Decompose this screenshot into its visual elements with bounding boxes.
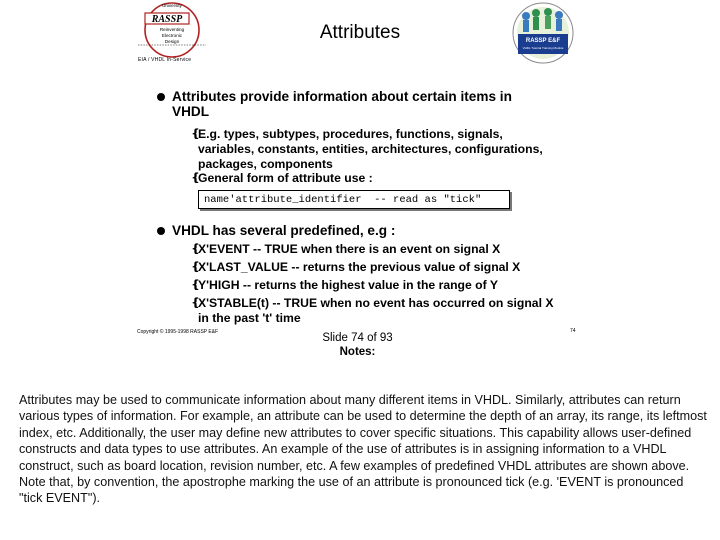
- logo-left-line1: Reinventing: [159, 27, 185, 32]
- bullet-dot-icon: [157, 227, 165, 235]
- slide-counter: Slide 74 of 93: [322, 332, 393, 344]
- bullet-text: VHDL has several predefined, e.g :: [172, 223, 396, 238]
- logo-right-name: RASSP E&F: [525, 38, 561, 44]
- sub-bullet-text: General form of attribute use :: [198, 171, 373, 185]
- sub-bullet-marker-icon: ❴: [191, 297, 201, 309]
- bullet-dot-icon: [157, 93, 165, 101]
- bullet-text: Attributes provide information about certain items in VHDL: [172, 89, 512, 119]
- sub-bullet-event: [191, 242, 558, 257]
- logo-left-line2: Electronic: [161, 33, 183, 38]
- logo-right-caption: VHDL Tutorial Training Module: [522, 46, 564, 50]
- sub-bullet-marker-icon: ❴: [191, 279, 201, 291]
- sub-bullet-text: E.g. types, subtypes, procedures, functions, signals, variables, constants, entities, architectures, configurations, packages, components: [198, 127, 543, 171]
- logo-left-line3: Design: [164, 39, 180, 44]
- notes-heading: Notes:: [339, 346, 376, 358]
- sub-bullet-stable: [191, 296, 558, 326]
- sub-bullet-text: X'LAST_VALUE -- returns the previous value of signal X: [198, 260, 521, 274]
- sub-bullet-text: X'EVENT -- TRUE when there is an event on signal X: [198, 242, 501, 256]
- sub-bullet-general-form: [191, 171, 558, 186]
- logo-left-name: RASSP: [151, 14, 183, 25]
- sub-bullet-marker-icon: ❴: [191, 261, 201, 273]
- slide-title: Attributes: [319, 22, 401, 43]
- sub-bullet-marker-icon: ❴: [191, 172, 201, 184]
- sub-bullet-text: X'STABLE(t) -- TRUE when no event has occurred on signal X in the past 't' time: [198, 296, 554, 325]
- rassp-ef-logo: [511, 2, 575, 64]
- sub-bullet-marker-icon: ❴: [191, 128, 201, 140]
- slide-copyright: Copyright © 1995-1998 RASSP E&F: [137, 329, 219, 335]
- sub-bullet-marker-icon: ❴: [191, 243, 201, 255]
- sub-bullet-high: [191, 278, 558, 293]
- slide-page-number: 74: [570, 328, 576, 334]
- logo-left-bottom-text: EIA / VHDL In-Service: [138, 57, 192, 63]
- speaker-notes: Attributes may be used to communicate information about many different items in VHDL. Similarly, attributes can return various types of information. For example, an attribute can be used to determine the depth of an array, its range, its leftmost index, etc. Additionally, the user may define new attributes to cover specific situations. This capability allows user-defined constructs and data types to use attributes. An example of the use of attributes is in assigning information to a VHDL construct, such as board location, revision number, etc. A few examples of predefined VHDL attributes are shown above. Note that, by convention, the apostrophe marking the use of an attribute is pronounced tick (e.g. 'EVENT is pronounced "tick EVENT").: [19, 393, 707, 506]
- bullet-predefined: [172, 223, 532, 238]
- sub-bullet-text: Y'HIGH -- returns the highest value in the range of Y: [198, 278, 498, 292]
- attribute-syntax-code: name'attribute_identifier -- read as "tick": [198, 190, 510, 209]
- sub-bullet-last-value: [191, 260, 558, 275]
- bullet-attributes-info: [172, 89, 532, 119]
- sub-bullet-types: [191, 127, 558, 172]
- logo-left-top-text: University: [162, 3, 182, 8]
